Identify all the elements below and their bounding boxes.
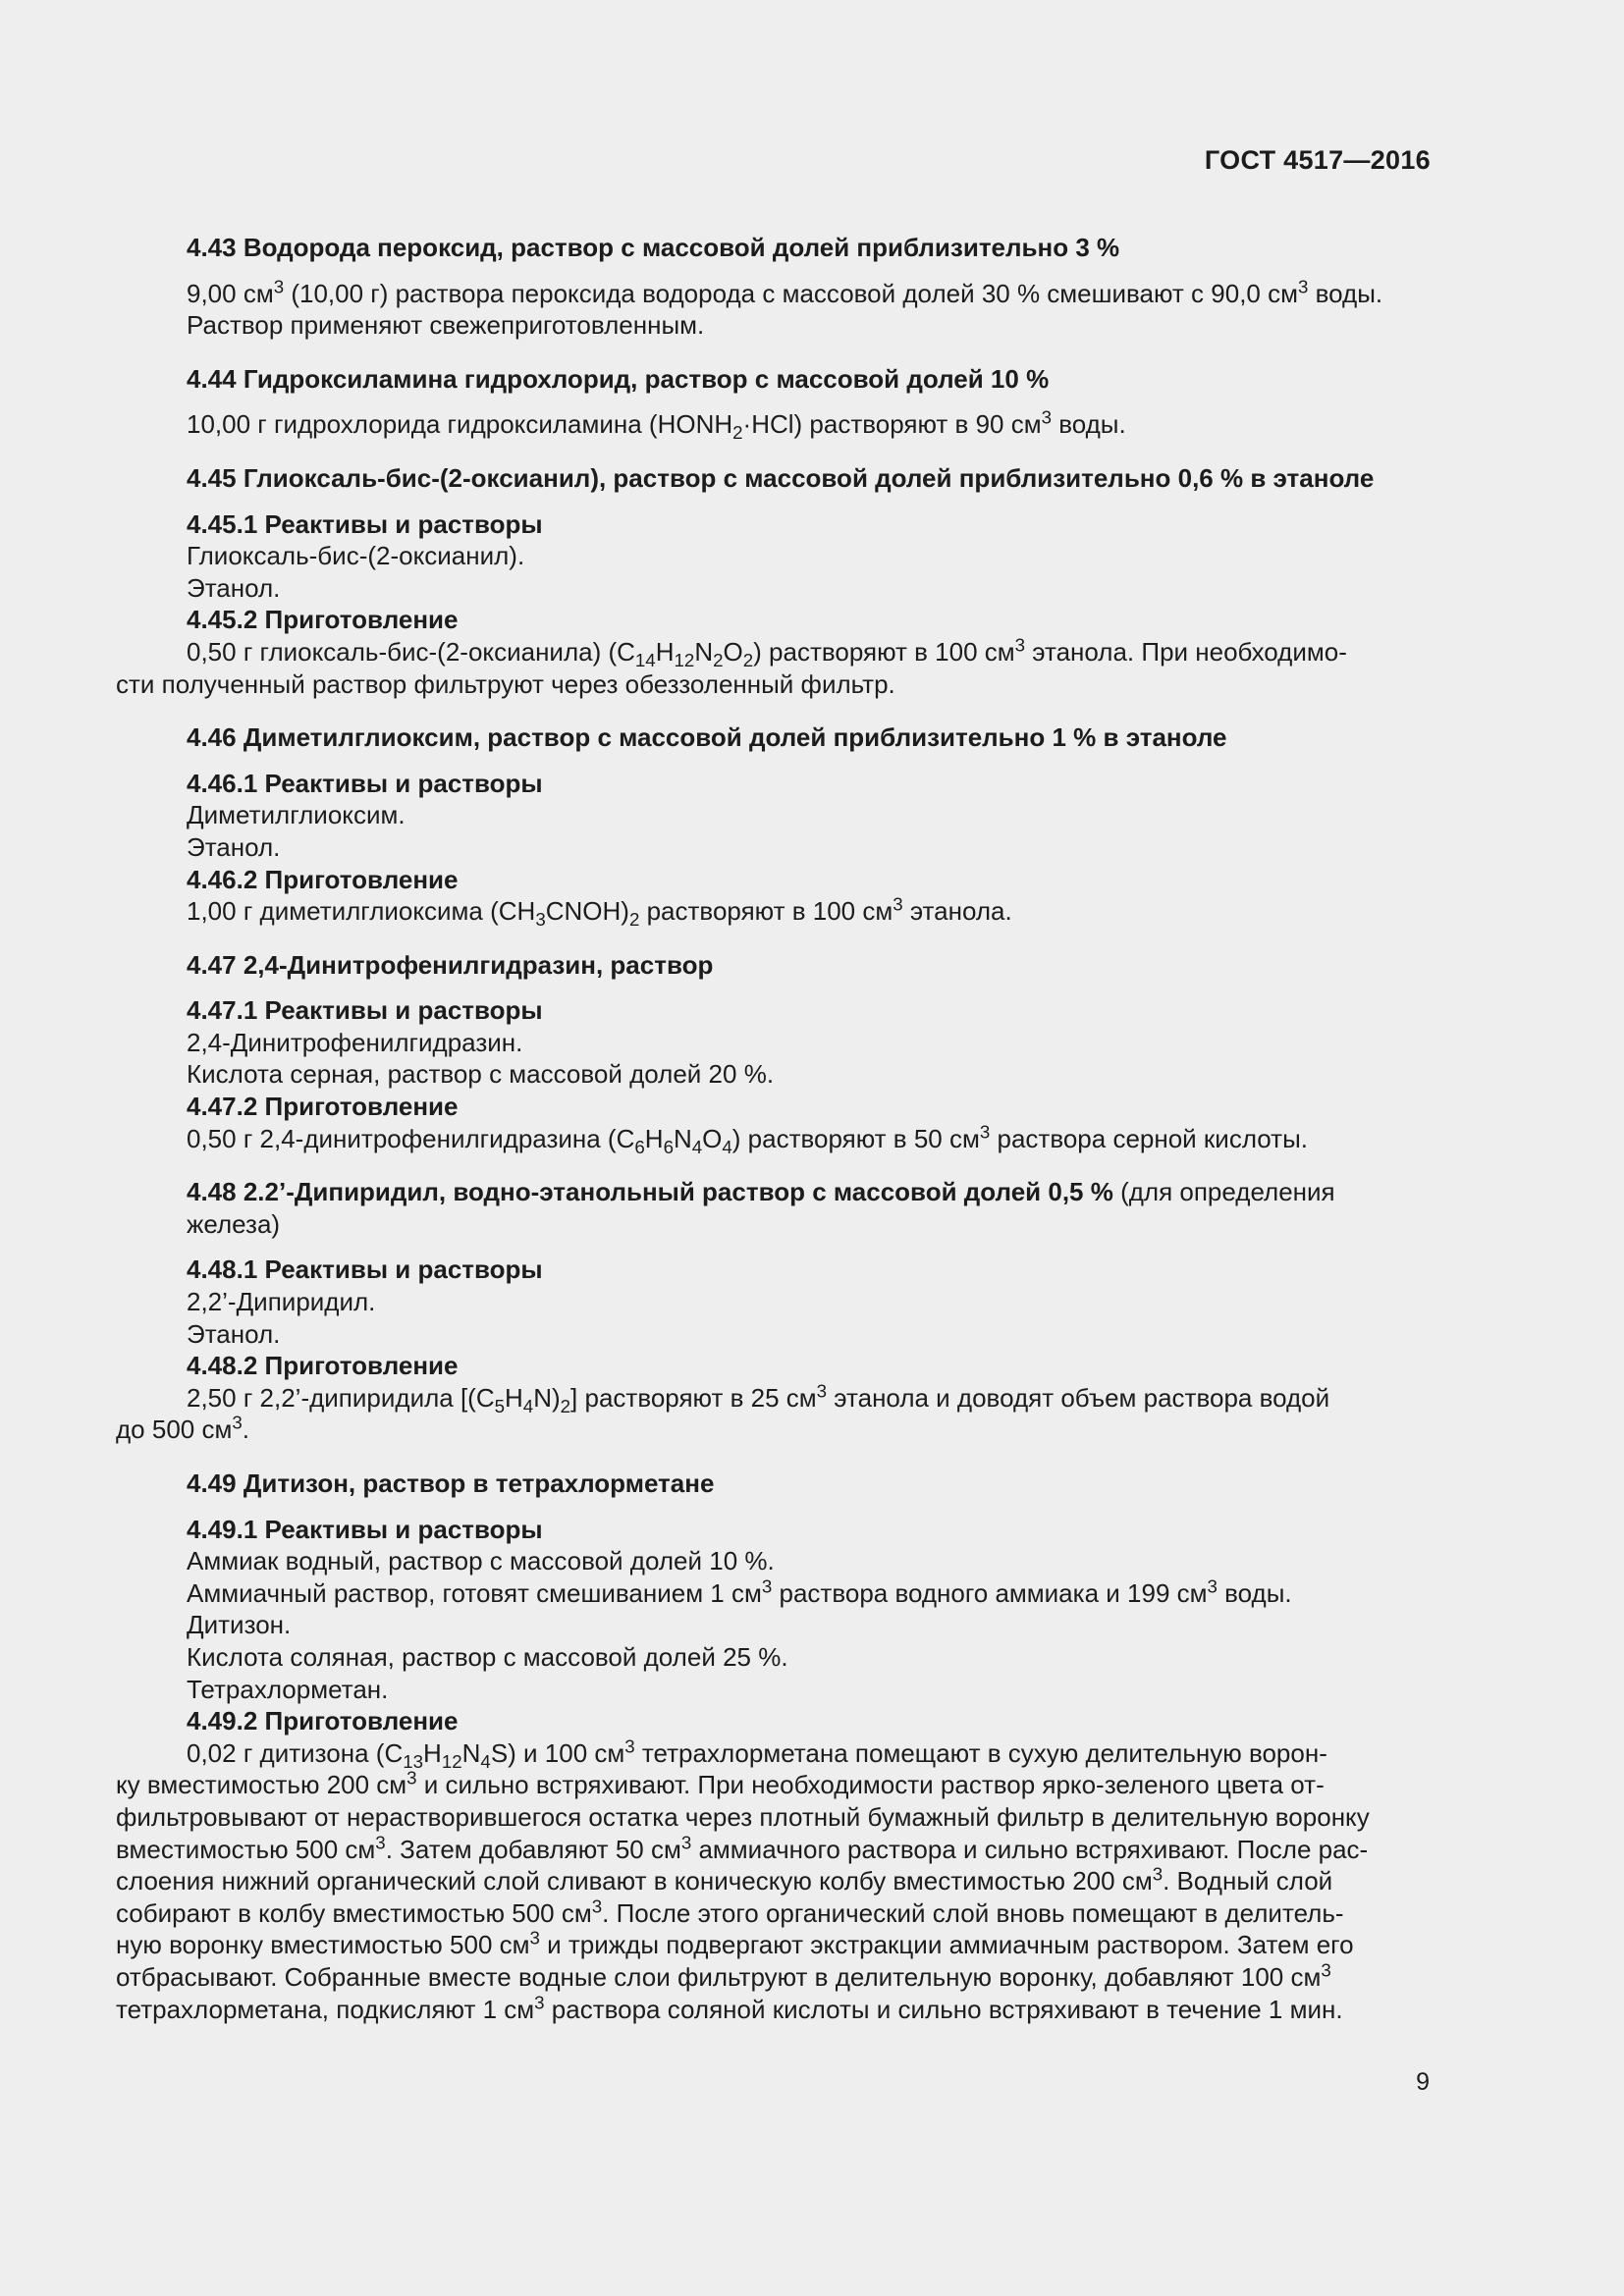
paragraph: 10,00 г гидрохлорида гидроксиламина $(HONH_2\cdot HCl)$ растворяют в 90 $см^3$ воды. (187, 406, 1126, 444)
subsection-title: 4.46.2 Приготовление (187, 864, 459, 894)
reagent-item: 2,4-Динитрофенилгидразин. (187, 1027, 523, 1057)
reagent-item: Кислота серная, раствор с массовой долей 20 %. (187, 1059, 775, 1090)
paragraph: 2,50 г 2,2’-дипиридила $[(C_5H_4N)_2]$ растворяют в 25 $см^3$ этанола и доводят объем раствора водой (187, 1380, 1330, 1416)
paragraph-line: отбрасывают. Собранные вместе водные слои фильтруют в делительную воронку, добавляют 100 $см^3$ (116, 1959, 1331, 1992)
reagent-item: Кислота соляная, раствор с массовой долей 25 %. (187, 1641, 788, 1672)
section-title-4-48: 4.48 2.2’-Дипиридил, водно-этанольный раствор с массовой долей 0,5 % (для определения железа) (187, 1177, 1335, 1239)
paragraph: до 500 $см^3$. (116, 1412, 249, 1445)
paragraph-line: собирают в колбу вместимостью 500 $см^3$. После этого органический слой вновь помещают в делитель- (116, 1896, 1344, 1928)
document-body (116, 147, 1430, 2025)
reagent-item: Глиоксаль-бис-(2-оксианил). (187, 541, 525, 571)
reagent-item: Дитизон. (187, 1610, 292, 1640)
paragraph: 0,50 г 2,4-динитрофенилгидразина $(C_6H_6N_4O_4)$ растворяют в 50 $см^3$ раствора серной кислоты. (187, 1121, 1308, 1157)
paragraph: 1,00 г диметилглиоксима $(CH_3CNOH)_2$ растворяют в 100 $см^3$ этанола. (187, 893, 1012, 931)
section-title-4-47: 4.47 2,4-Динитрофенилгидразин, раствор (187, 949, 714, 980)
reagent-item: Этанол. (187, 831, 281, 862)
subsection-title: 4.46.1 Реактивы и растворы (187, 768, 543, 798)
reagent-item: 2,2’-Дипиридил. (187, 1287, 376, 1317)
paragraph-line: 0,02 г дитизона $(C_{13}H_{12}N_4S)$ и 100 $см^3$ тетрахлорметана помещают в сухую делительную ворон- (187, 1735, 1327, 1772)
section-title-4-44: 4.44 Гидроксиламина гидрохлорид, раствор с массовой долей 10 % (187, 363, 1050, 394)
subsection-title: 4.45.1 Реактивы и растворы (187, 508, 543, 539)
section-title-4-49: 4.49 Дитизон, раствор в тетрахлорметане (187, 1468, 715, 1498)
paragraph: Раствор применяют свежеприготовленным. (187, 310, 705, 341)
reagent-item: Тетрахлорметан. (187, 1674, 389, 1704)
subsection-title: 4.49.1 Реактивы и растворы (187, 1514, 543, 1544)
paragraph-line: фильтровывают от нерастворившегося остатка через плотный бумажный фильтр в делительную воронку (116, 1801, 1370, 1832)
subsection-title: 4.48.1 Реактивы и растворы (187, 1255, 543, 1285)
subsection-title: 4.48.2 Приготовление (187, 1351, 459, 1381)
reagent-item: Этанол. (187, 572, 281, 603)
reagent-item: Аммиак водный, раствор с массовой долей 10 %. (187, 1546, 775, 1576)
paragraph-line: вместимостью 500 $см^3$. Затем добавляют 50 $см^3$ аммиачного раствора и сильно встряхивают. После рас- (116, 1831, 1369, 1864)
document-header: ГОСТ 4517—2016 (1204, 145, 1431, 175)
section-title-4-45: 4.45 Глиоксаль-бис-(2-оксианил), раствор с массовой долей приблизительно 0,6 % в этаноле (187, 462, 1375, 493)
paragraph-line: ку вместимостью 200 $см^3$ и сильно встряхивают. При необходимости раствор ярко-зеленого цвета от- (116, 1767, 1325, 1800)
paragraph-line: ную воронку вместимостью 500 $см^3$ и трижды подвергают экстракции аммиачным раствором. Затем его (116, 1927, 1354, 1960)
subsection-title: 4.47.1 Реактивы и растворы (187, 995, 543, 1026)
subsection-title: 4.47.2 Приготовление (187, 1092, 459, 1122)
paragraph: 0,50 г глиоксаль-бис-(2-оксианила) $(C_{14}H_{12}N_2O_2)$ растворяют в 100 $см^3$ этанола. При необходимо- (187, 634, 1347, 671)
reagent-item: Диметилглиоксим. (187, 800, 406, 830)
subsection-title: 4.45.2 Приготовление (187, 605, 459, 635)
reagent-item: Аммиачный раствор, готовят смешиванием 1 $см^3$ раствора водного аммиака и 199 $см^3$ воды. (187, 1575, 1292, 1608)
subsection-title: 4.49.2 Приготовление (187, 1706, 459, 1736)
reagent-item: Этанол. (187, 1318, 281, 1349)
paragraph: 9,00 $см^3$ (10,00 г) раствора пероксида водорода с массовой долей 30 % смешивают с 90,0 $см^3$ воды. (187, 275, 1383, 308)
section-title-4-43: 4.43 Водорода пероксид, раствор с массовой долей приблизительно 3 % (187, 233, 1120, 262)
section-title-4-46: 4.46 Диметилглиоксим, раствор с массовой долей приблизительно 1 % в этаноле (187, 722, 1227, 753)
page-number: 9 (1416, 2068, 1430, 2096)
paragraph-line: тетрахлорметана, подкисляют 1 $см^3$ раствора соляной кислоты и сильно встряхивают в течение 1 мин. (116, 1991, 1343, 2024)
paragraph: сти полученный раствор фильтруют через обеззоленный фильтр. (116, 668, 895, 699)
paragraph-line: слоения нижний органический слой сливают в коническую колбу вместимостью 200 $см^3$. Водный слой (116, 1863, 1333, 1896)
